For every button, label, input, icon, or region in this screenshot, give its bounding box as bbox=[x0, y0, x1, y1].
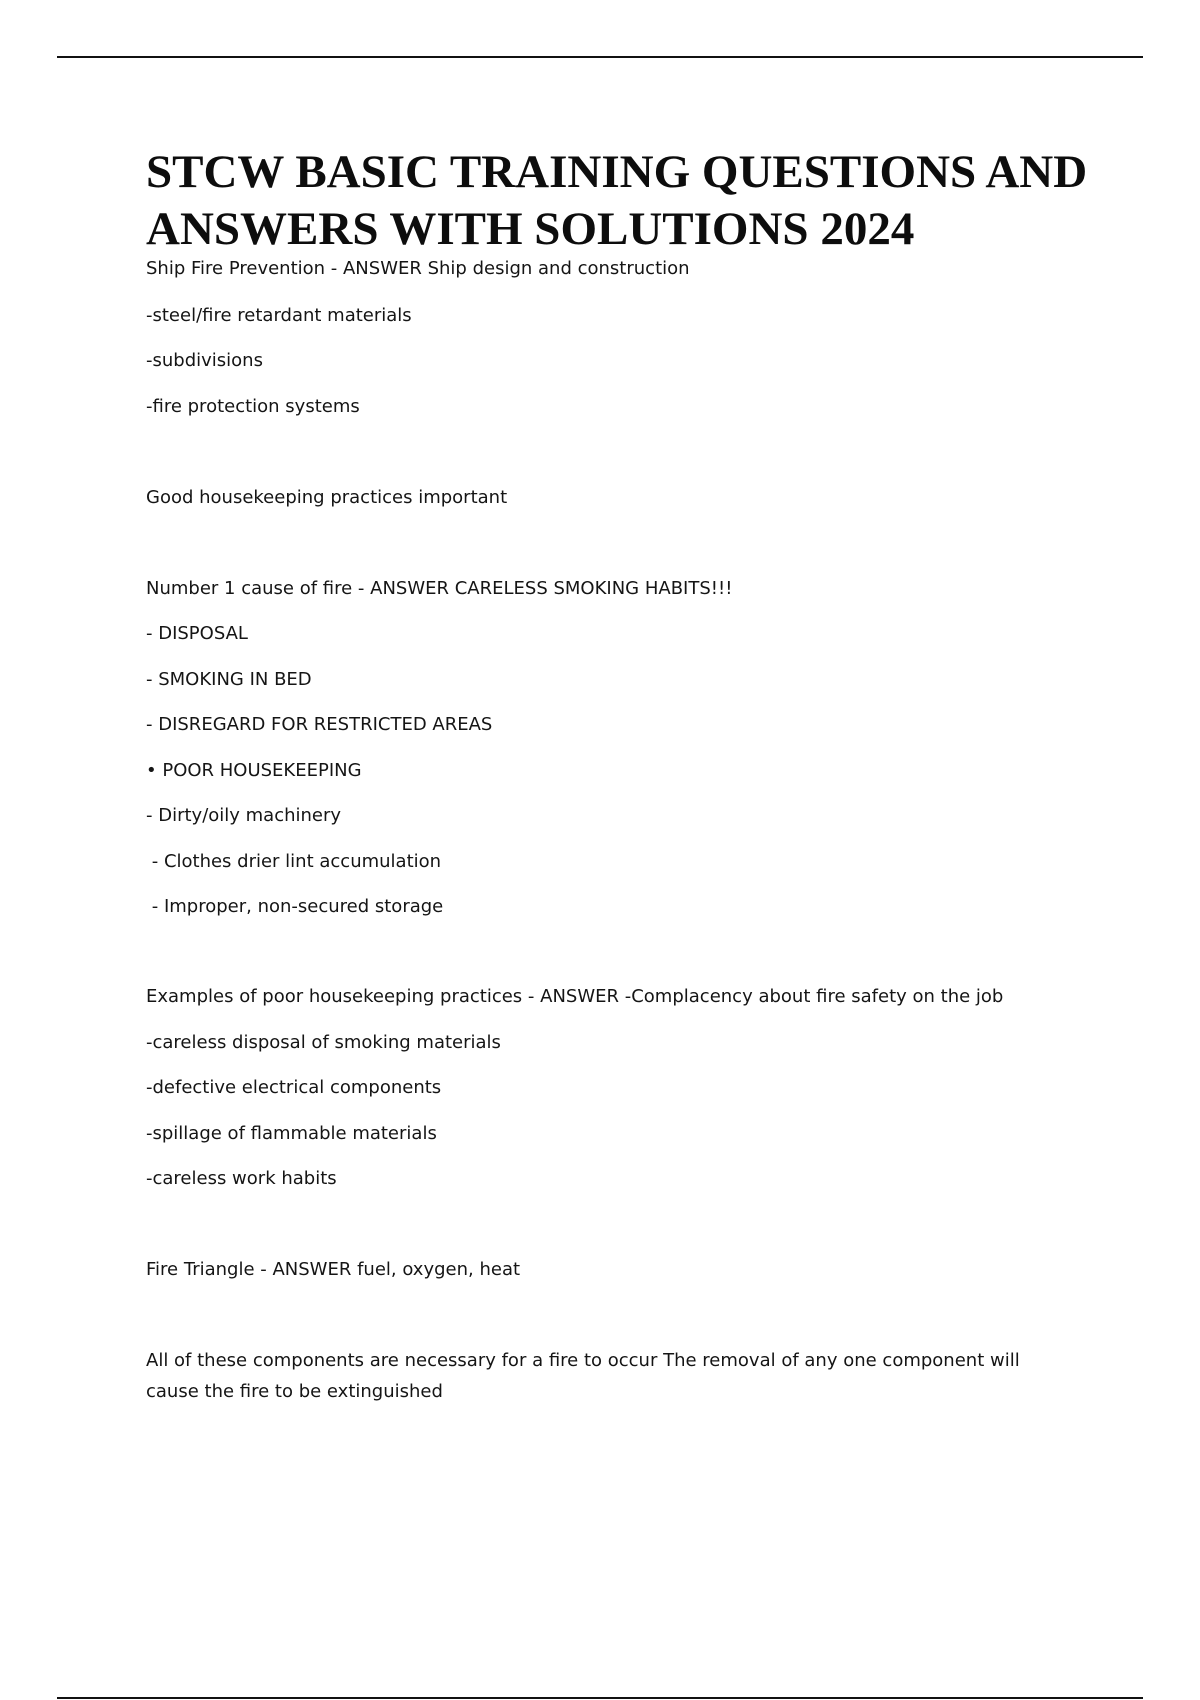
text-line: Examples of poor housekeeping practices - ANSWER -Complacency about fire safety on the job bbox=[146, 986, 1004, 1007]
top-rule bbox=[57, 56, 1143, 58]
text-line: Good housekeeping practices important bbox=[146, 487, 508, 508]
text-line: - SMOKING IN BED bbox=[146, 669, 312, 690]
text-line: - DISPOSAL bbox=[146, 623, 248, 644]
text-line: - Dirty/oily machinery bbox=[146, 805, 342, 826]
text-line: -subdivisions bbox=[146, 350, 263, 371]
text-line: - DISREGARD FOR RESTRICTED AREAS bbox=[146, 714, 493, 735]
text-line: Number 1 cause of fire - ANSWER CARELESS SMOKING HABITS!!! bbox=[146, 578, 733, 599]
text-line: Ship Fire Prevention - ANSWER Ship design and construction bbox=[146, 258, 690, 279]
text-line: - Clothes drier lint accumulation bbox=[146, 851, 442, 872]
document-title: STCW BASIC TRAINING QUESTIONS AND ANSWERS WITH SOLUTIONS 2024 bbox=[146, 146, 1088, 255]
text-line: -careless disposal of smoking materials bbox=[146, 1032, 501, 1053]
text-line: -careless work habits bbox=[146, 1168, 337, 1189]
text-line: • POOR HOUSEKEEPING bbox=[146, 760, 362, 781]
bottom-rule bbox=[57, 1697, 1143, 1699]
text-line: -spillage of flammable materials bbox=[146, 1123, 437, 1144]
text-line: -fire protection systems bbox=[146, 396, 360, 417]
text-line: - Improper, non-secured storage bbox=[146, 896, 444, 917]
text-line: -defective electrical components bbox=[146, 1077, 442, 1098]
text-line: Fire Triangle - ANSWER fuel, oxygen, heat bbox=[146, 1259, 521, 1280]
closing-paragraph: All of these components are necessary for a fire to occur The removal of any one component will cause the fire to be extinguished bbox=[146, 1350, 1020, 1402]
text-line: -steel/fire retardant materials bbox=[146, 305, 412, 326]
